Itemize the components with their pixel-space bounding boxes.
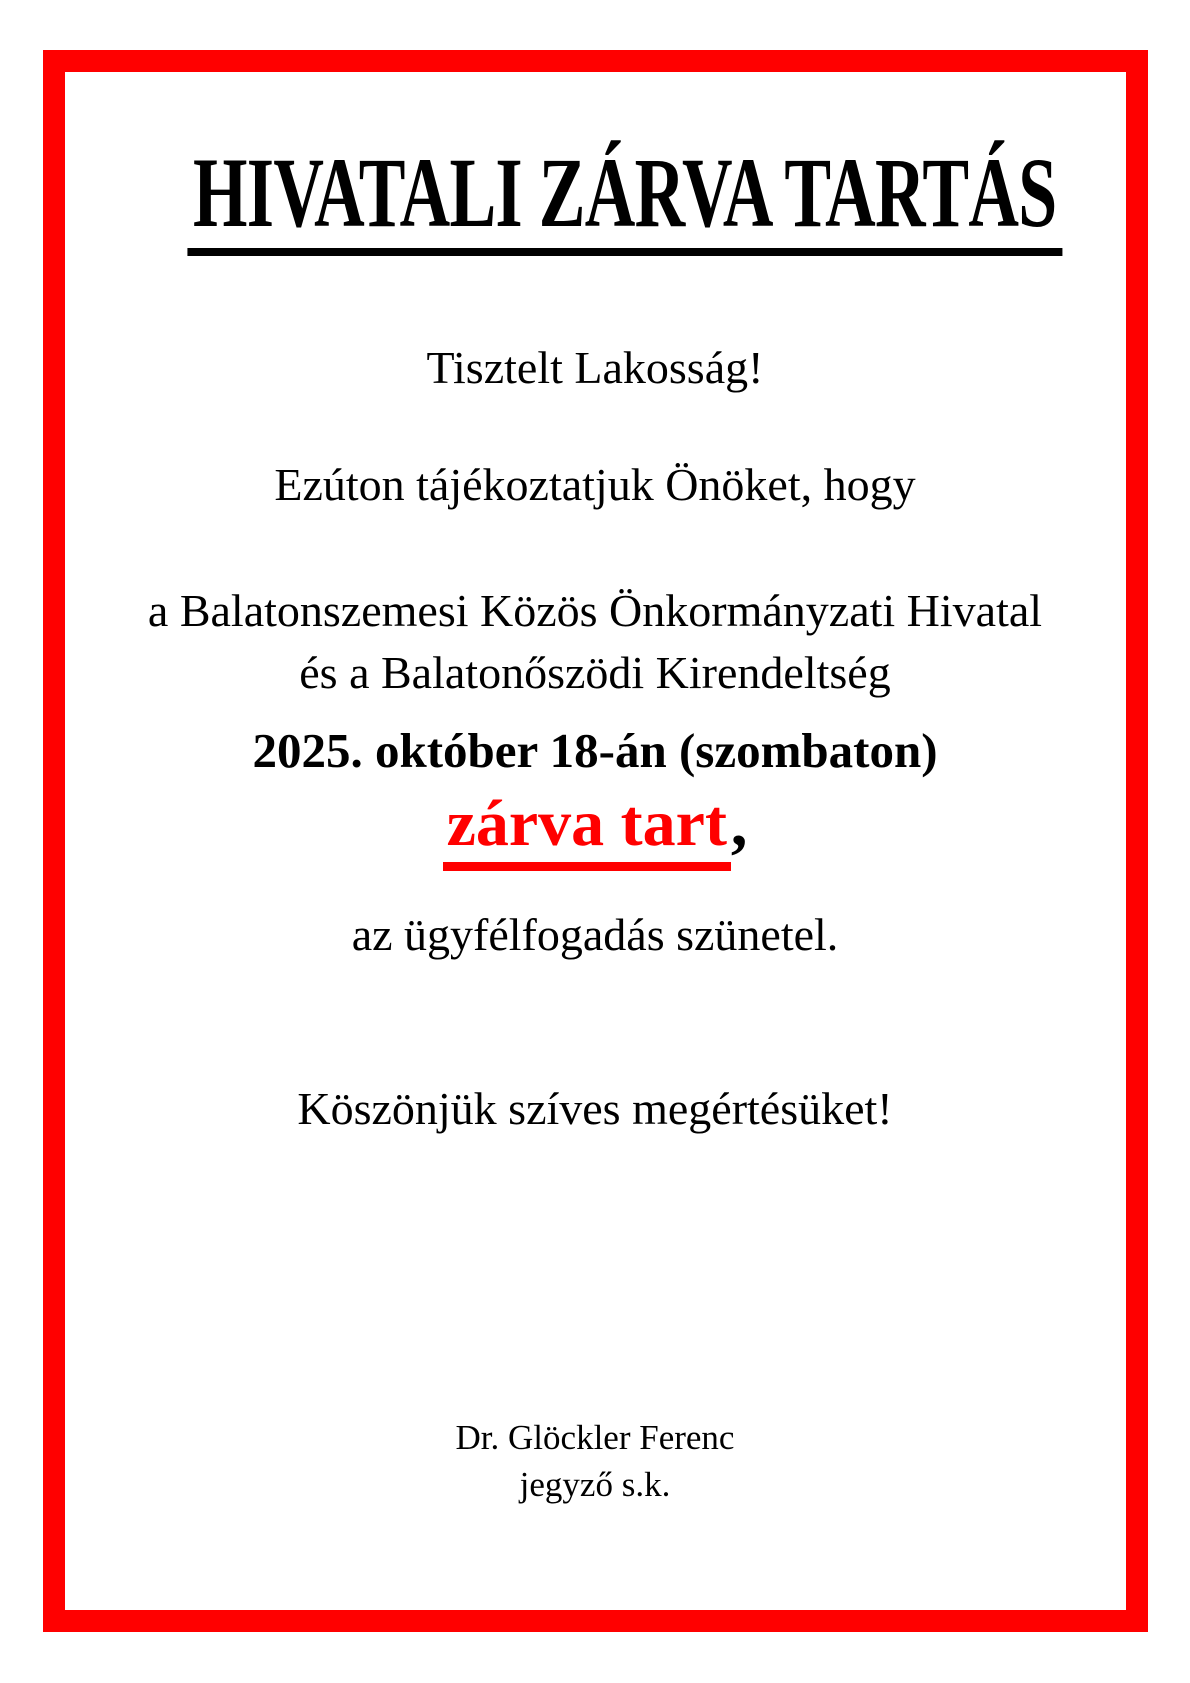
salutation: Tisztelt Lakosság! — [426, 342, 764, 393]
notice-title — [0, 137, 1190, 256]
thanks-line: Köszönjük szíves megértésüket! — [297, 1083, 893, 1134]
organization-block — [0, 580, 1190, 704]
notice-title-text: HIVATALI ZÁRVA TARTÁS — [187, 143, 1062, 256]
closed-comma: , — [730, 787, 748, 860]
signature-title: jegyző s.k. — [519, 1465, 671, 1504]
closure-date-line: 2025. október 18-án (szombaton) — [252, 723, 938, 778]
signature-block — [0, 1414, 1190, 1508]
detail-line: az ügyfélfogadás szünetel. — [351, 909, 839, 960]
organization-line-1: a Balatonszemesi Közös Önkormányzati Hivatal — [147, 585, 1043, 636]
organization-line-2: és a Balatonőszödi Kirendeltség — [299, 647, 891, 698]
signature-name: Dr. Glöckler Ferenc — [455, 1418, 735, 1457]
closed-highlight-text: zárva tart — [443, 791, 731, 871]
closed-line — [0, 787, 1190, 871]
intro-line: Ezúton tájékoztatjuk Önöket, hogy — [274, 459, 916, 510]
